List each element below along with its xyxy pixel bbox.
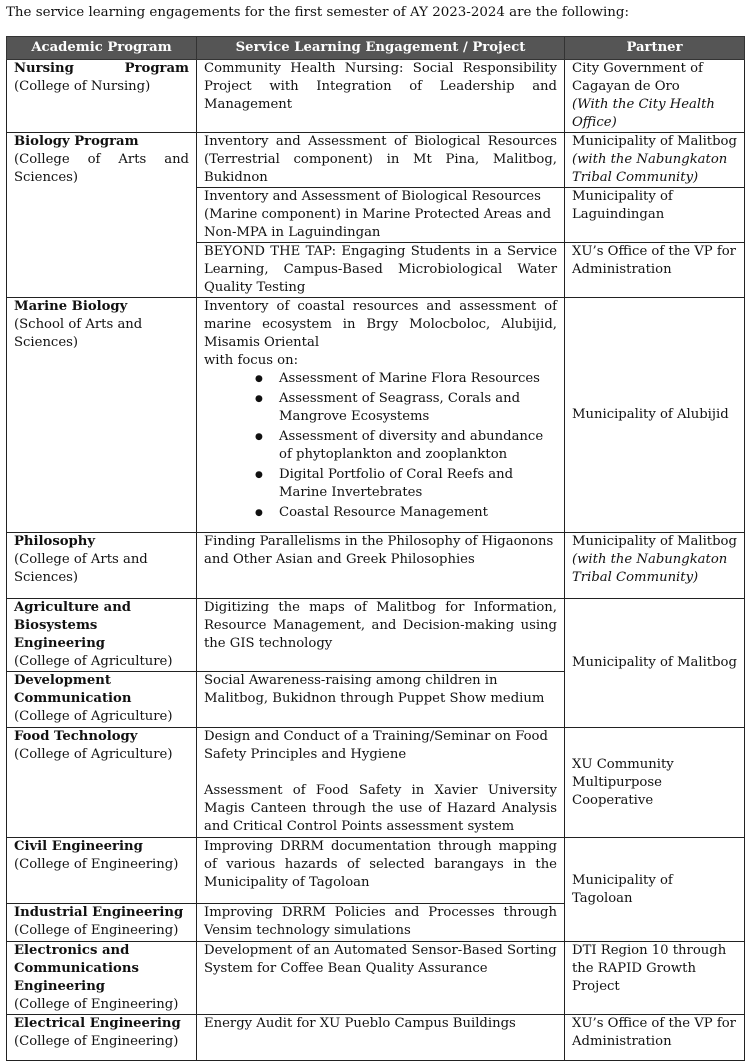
partner-cell <box>565 533 745 599</box>
list-item: ● Coastal Resource Management <box>279 504 557 522</box>
partner-cell: XU’s Office of the VP for Administration <box>565 1015 745 1061</box>
partner-cell <box>565 60 745 133</box>
college-name: (College of Agriculture) <box>14 654 173 669</box>
header-engagement: Service Learning Engagement / Project <box>197 37 565 60</box>
program-cell <box>7 60 197 133</box>
partner-cell: Municipality of Malitbog <box>565 599 745 728</box>
table-row <box>7 942 745 1015</box>
table-row <box>7 728 745 838</box>
partner-note: (With the City Health Office) <box>572 97 715 130</box>
program-cell <box>7 298 197 533</box>
program-cell <box>7 599 197 672</box>
table-row <box>7 298 745 533</box>
college-name: (College of Engineering) <box>14 1034 179 1049</box>
program-name: Food Technology <box>14 729 138 744</box>
program-cell <box>7 533 197 599</box>
project-cell <box>197 298 565 533</box>
project-text: Inventory of coastal resources and assessment of marine ecosystem in Brgy Molocboloc, Alubijid, Misamis Oriental <box>204 299 557 350</box>
program-cell <box>7 728 197 838</box>
project-cell: Digitizing the maps of Malitbog for Information, Resource Management, and Decision-making using the GIS technology <box>197 599 565 672</box>
program-cell <box>7 942 197 1015</box>
program-name: Development Communication <box>14 673 132 706</box>
program-cell <box>7 1015 197 1061</box>
table-row <box>7 533 745 599</box>
partner-note: (with the Nabungkaton Tribal Community) <box>572 552 728 585</box>
project-spacer <box>204 764 557 782</box>
table-row <box>7 60 745 133</box>
partner-name: Municipality of Malitbog <box>572 534 737 549</box>
college-name: (School of Arts and Sciences) <box>14 317 143 350</box>
partner-cell: DTI Region 10 through the RAPID Growth Project <box>565 942 745 1015</box>
program-cell <box>7 838 197 904</box>
project-cell: Development of an Automated Sensor-Based Sorting System for Coffee Bean Quality Assurance <box>197 942 565 1015</box>
project-focus: with focus on: <box>204 353 299 368</box>
partner-cell: XU Community Multipurpose Cooperative <box>565 728 745 838</box>
project-cell: Improving DRRM documentation through mapping of various hazards of selected barangays in the Municipality of Tagoloan <box>197 838 565 904</box>
college-name: (College of Engineering) <box>14 857 179 872</box>
project-cell: Improving DRRM Policies and Processes through Vensim technology simulations <box>197 904 565 942</box>
program-cell <box>7 904 197 942</box>
project-cell: BEYOND THE TAP: Engaging Students in a Service Learning, Campus-Based Microbiological Water Quality Testing <box>197 243 565 298</box>
college-name: (College of Engineering) <box>14 923 179 938</box>
program-name: Agriculture and Biosystems Engineering <box>14 600 132 651</box>
partner-cell: XU’s Office of the VP for Administration <box>565 243 745 298</box>
header-academic-program: Academic Program <box>7 37 197 60</box>
partner-note: (with the Nabungkaton Tribal Community) <box>572 152 728 185</box>
program-cell <box>7 133 197 298</box>
list-item: ● Assessment of Marine Flora Resources <box>279 370 557 388</box>
program-name: Biology Program <box>14 134 139 149</box>
list-item: ● Assessment of diversity and abundance of phytoplankton and zooplankton <box>279 428 557 464</box>
table-row <box>7 1015 745 1061</box>
program-cell <box>7 672 197 728</box>
partner-cell: Municipality of Tagoloan <box>565 838 745 942</box>
partner-name: City Government of Cagayan de Oro <box>572 61 703 94</box>
project-text: Assessment of Food Safety in Xavier University Magis Canteen through the use of Hazard Analysis and Critical Control Points assessment system <box>204 783 557 834</box>
table-header-row <box>7 37 745 60</box>
intro-text: The service learning engagements for the first semester of AY 2023-2024 are the following: <box>6 5 630 20</box>
partner-cell: Municipality of Laguindingan <box>565 188 745 243</box>
project-cell <box>197 728 565 838</box>
table-row <box>7 133 745 188</box>
project-cell: Social Awareness-raising among children in Malitbog, Bukidnon through Puppet Show medium <box>197 672 565 728</box>
college-name: (College of Arts and Sciences) <box>14 152 189 185</box>
program-name: Industrial Engineering <box>14 905 184 920</box>
project-cell: Finding Parallelisms in the Philosophy of Higaonons and Other Asian and Greek Philosophies <box>197 533 565 599</box>
college-name: (College of Engineering) <box>14 997 179 1012</box>
program-name-part: Nursing <box>14 61 74 76</box>
project-cell: Inventory and Assessment of Biological Resources (Terrestrial component) in Mt Pina, Malitbog, Bukidnon <box>197 133 565 188</box>
program-name: Marine Biology <box>14 299 128 314</box>
project-cell: Community Health Nursing: Social Responsibility Project with Integration of Leadership and Management <box>197 60 565 133</box>
partner-name: Municipality of Malitbog <box>572 134 737 149</box>
service-learning-table <box>6 36 745 1061</box>
table-row <box>7 599 745 672</box>
college-name: (College of Arts and Sciences) <box>14 552 148 585</box>
header-partner: Partner <box>565 37 745 60</box>
program-name: Civil Engineering <box>14 839 143 854</box>
partner-cell <box>565 133 745 188</box>
table-row <box>7 838 745 904</box>
program-name <box>14 60 189 78</box>
list-item: ● Assessment of Seagrass, Corals and Mangrove Ecosystems <box>279 390 557 426</box>
college-name: (College of Nursing) <box>14 79 151 94</box>
focus-list <box>204 370 557 522</box>
program-name: Electrical Engineering <box>14 1016 181 1031</box>
partner-cell: Municipality of Alubijid <box>565 298 745 533</box>
list-item: ● Digital Portfolio of Coral Reefs and Marine Invertebrates <box>279 466 557 502</box>
program-name-part: Program <box>124 61 189 76</box>
college-name: (College of Agriculture) <box>14 709 173 724</box>
program-name: Philosophy <box>14 534 96 549</box>
project-cell: Energy Audit for XU Pueblo Campus Buildings <box>197 1015 565 1061</box>
program-name: Electronics and Communications Engineering <box>14 943 139 994</box>
project-text: Design and Conduct of a Training/Seminar on Food Safety Principles and Hygiene <box>204 729 548 762</box>
college-name: (College of Agriculture) <box>14 747 173 762</box>
project-cell: Inventory and Assessment of Biological Resources (Marine component) in Marine Protected Areas and Non-MPA in Laguindingan <box>197 188 565 243</box>
